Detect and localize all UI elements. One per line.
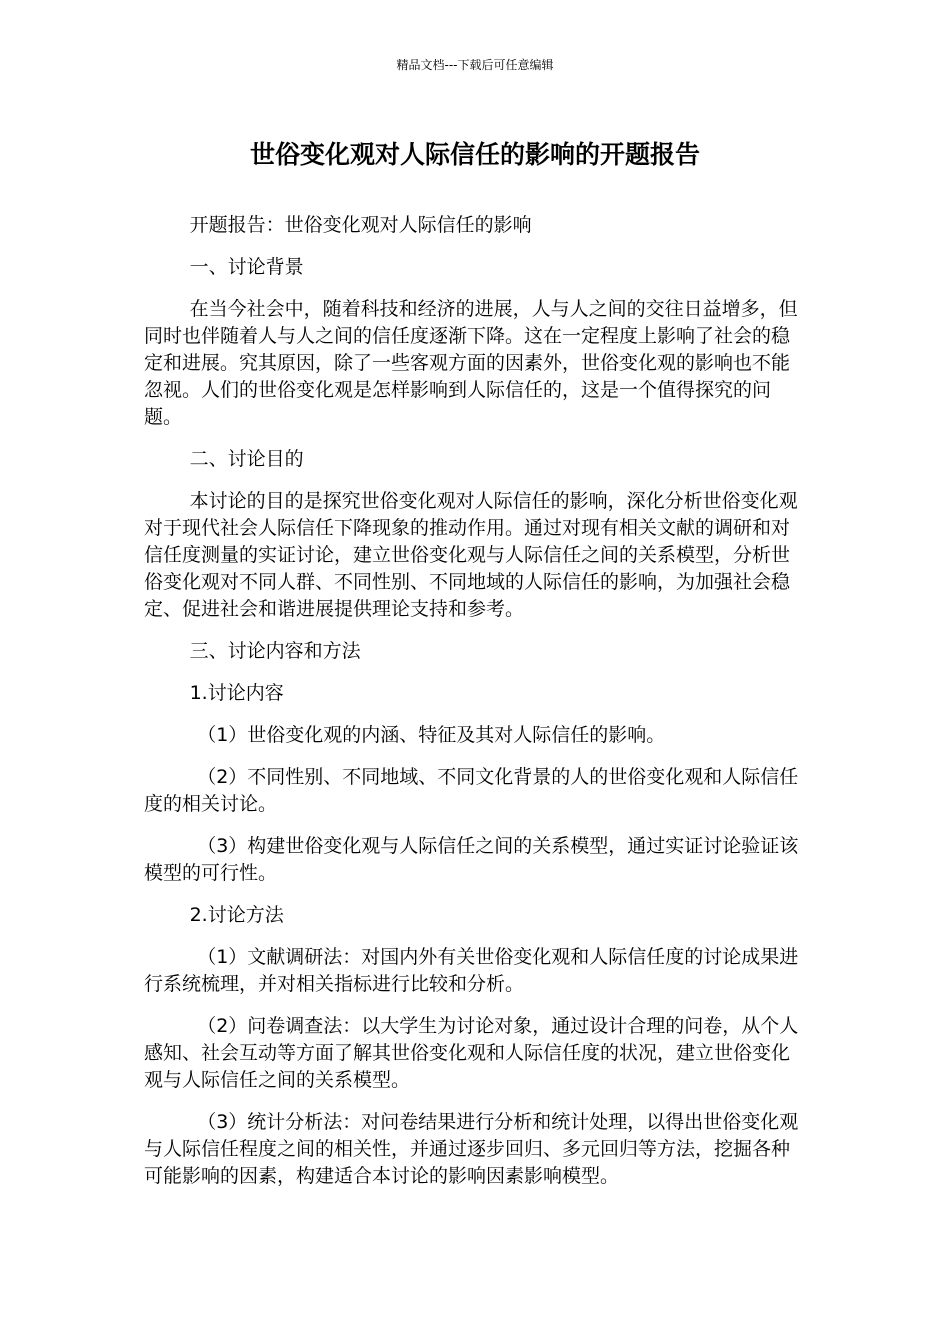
subsection-heading-content: 1.讨论内容 bbox=[189, 682, 284, 704]
content-item-1: （1）世俗变化观的内涵、特征及其对人际信任的影响。 bbox=[197, 724, 666, 746]
method-item-1: （1）文献调研法：对国内外有关世俗变化观和人际信任度的讨论成果进行系统梳理，并对相关指标进行比较和分析。 bbox=[144, 946, 799, 995]
header-note: 精品文档---下载后可任意编辑 bbox=[396, 58, 554, 72]
method-item-3: （3）统计分析法：对问卷结果进行分析和统计处理，以得出世俗变化观与人际信任程度之间的相关性，并通过逐步回归、多元回归等方法，挖掘各种可能影响的因素，构建适合本讨论的影响因素影响模型。 bbox=[144, 1111, 799, 1187]
content-item-3: （3）构建世俗变化观与人际信任之间的关系模型，通过实证讨论验证该模型的可行性。 bbox=[144, 835, 799, 884]
report-subtitle: 开题报告：世俗变化观对人际信任的影响 bbox=[189, 214, 532, 236]
paragraph-purpose: 本讨论的目的是探究世俗变化观对人际信任的影响，深化分析世俗变化观对于现代社会人际信任下降现象的推动作用。通过对现有相关文献的调研和对信任度测量的实证讨论，建立世俗变化观与人际信任之间的关系模型，分析世俗变化观对不同人群、不同性别、不同地域的人际信任的影响，为加强社会稳定、促进社会和谐进展提供理论支持和参考。 bbox=[144, 490, 798, 620]
section-heading-purpose: 二、讨论目的 bbox=[189, 448, 304, 470]
paragraph-background: 在当今社会中，随着科技和经济的进展，人与人之间的交往日益增多，但同时也伴随着人与人之间的信任度逐渐下降。这在一定程度上影响了社会的稳定和进展。究其原因，除了一些客观方面的因素外，世俗变化观的影响也不能忽视。人们的世俗变化观是怎样影响到人际信任的，这是一个值得探究的问题。 bbox=[144, 298, 798, 428]
section-heading-content-methods: 三、讨论内容和方法 bbox=[189, 640, 361, 662]
document-body bbox=[144, 212, 806, 1205]
section-heading-background: 一、讨论背景 bbox=[189, 256, 304, 278]
subsection-heading-methods: 2.讨论方法 bbox=[189, 904, 284, 926]
document-title: 世俗变化观对人际信任的影响的开题报告 bbox=[249, 140, 700, 169]
method-item-2: （2）问卷调查法：以大学生为讨论对象，通过设计合理的问卷，从个人感知、社会互动等方面了解其世俗变化观和人际信任度的状况，建立世俗变化观与人际信任之间的关系模型。 bbox=[144, 1015, 799, 1091]
content-item-2: （2）不同性别、不同地域、不同文化背景的人的世俗变化观和人际信任度的相关讨论。 bbox=[144, 766, 799, 815]
